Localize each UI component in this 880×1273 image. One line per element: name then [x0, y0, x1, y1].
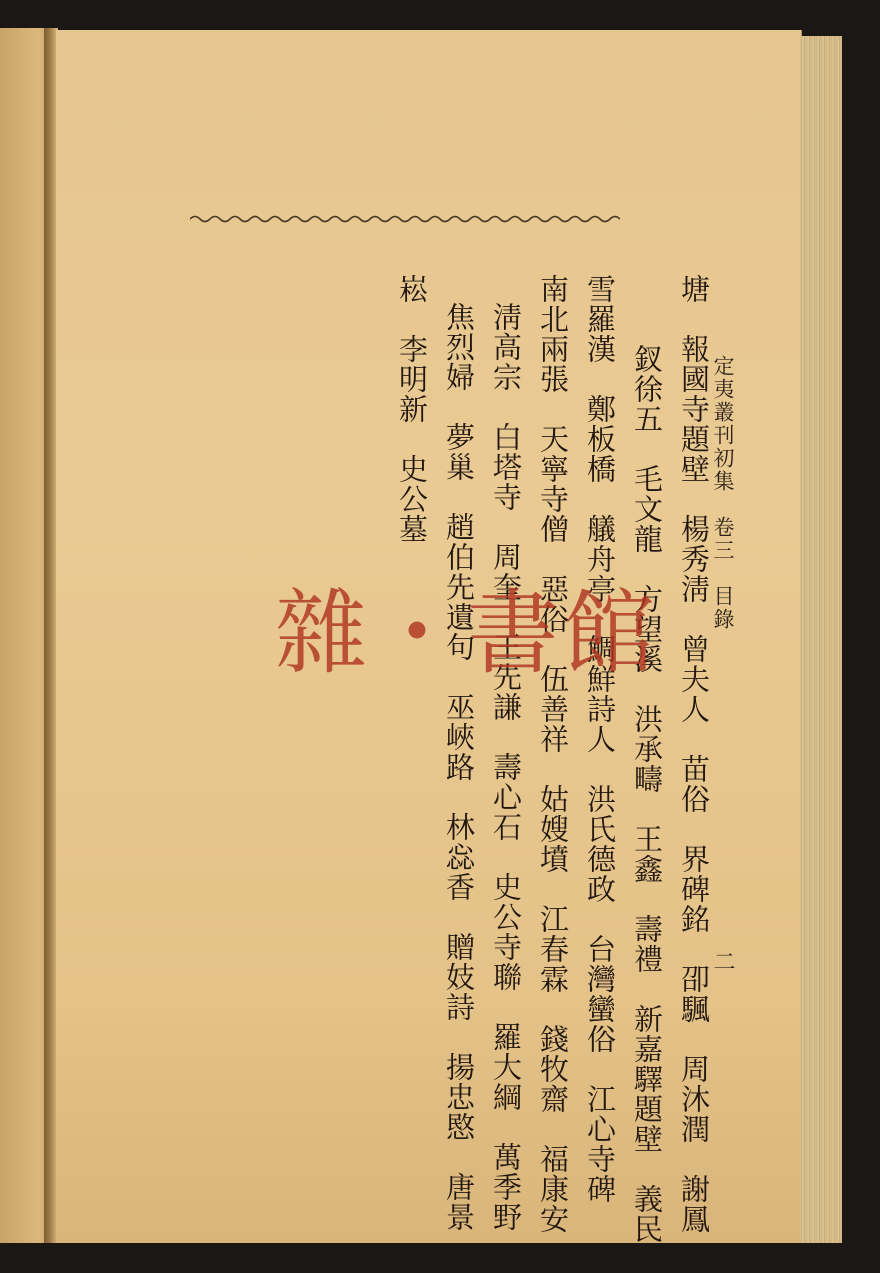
toc-column-3: 雪羅漢 鄭板橋 艤舟亭 鯛鮮詩人 洪氏德政 台灣蠻俗 江心寺碑 [583, 274, 617, 1204]
table-of-contents [380, 274, 711, 1244]
toc-column-4: 南北兩張 天寧寺僧 惡俗 伍善祥 姑嫂墳 江春霖 錢牧齋 福康安 [536, 274, 570, 1234]
page-number: 二 [710, 950, 735, 972]
toc-column-6: 焦烈婦 夢巢 趙伯先遺句 巫峽路 林惢香 贈妓詩 揚忠愍 唐景 [442, 302, 476, 1232]
library-stamp: 雜・書館 [275, 580, 660, 687]
toc-column-7: 崧 李明新 史公墓 [395, 274, 429, 544]
wavy-rule [190, 212, 620, 226]
toc-column-1: 塘 報國寺題壁 楊秀淸 曾夫人 苗俗 界碑銘 卲颿 周沐潤 謝鳳 [677, 274, 711, 1234]
running-header: 定夷叢刊初集 卷三 目錄 [711, 355, 735, 631]
toc-column-5: 淸高宗 白塔寺 周奎 王先謙 壽心石 史公寺聯 羅大綱 萬季野 [489, 302, 523, 1232]
toc-column-2: 釵徐五 毛文龍 方望溪 洪承疇 王鑫 壽禮 新嘉驛題壁 義民 [630, 344, 664, 1244]
page-edges [800, 36, 842, 1243]
